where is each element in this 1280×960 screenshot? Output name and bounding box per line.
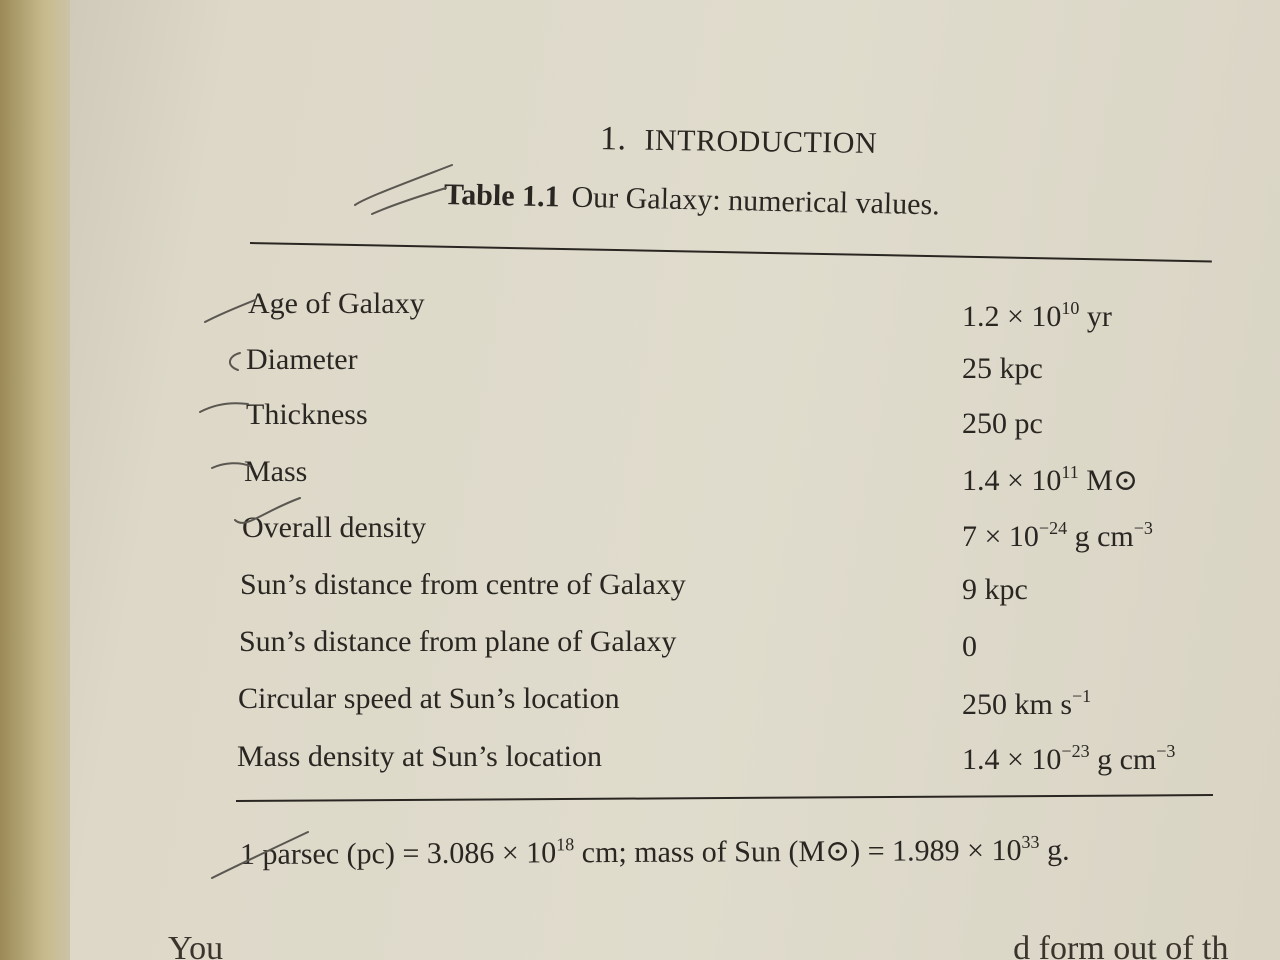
row-label: Sun’s distance from centre of Galaxy [240,568,686,601]
value-sup: −24 [1038,518,1068,538]
table-label: Table 1.1 [443,178,560,214]
row-label: Circular speed at Sun’s location [238,682,620,715]
row-value [962,407,1043,441]
row-label: Diameter [246,343,358,376]
value-sup: −23 [1061,741,1090,761]
value-post: yr [1079,300,1112,333]
footnote-part-3: g. [1039,833,1070,867]
chapter-title: INTRODUCTION [644,123,878,160]
value-sup: 11 [1061,462,1079,482]
row-label: Mass [244,455,308,488]
next-paragraph-partial [168,930,1280,960]
value-sup2: −3 [1133,518,1153,538]
next-line-start: You [168,930,224,960]
value-pre: 250 pc [962,407,1043,440]
value-sup: 10 [1061,298,1080,318]
row-label: Overall density [242,511,427,544]
value-sup: −1 [1072,686,1092,706]
row-value [962,518,1153,554]
row-value [962,741,1175,777]
footnote-part-1: 1 parsec (pc) = 3.086 × 10 [239,836,557,871]
row-label: Thickness [246,398,368,431]
value-pre: 0 [962,630,977,663]
footnote-exponent-1: 18 [556,834,575,855]
value-sup2: −3 [1156,741,1176,761]
value-pre: 250 km s [962,688,1073,721]
value-post: g cm [1089,743,1157,776]
footnote-exponent-2: 33 [1021,831,1040,852]
row-value [962,298,1112,334]
row-label: Sun’s distance from plane of Galaxy [239,625,677,658]
row-label: Mass density at Sun’s location [237,740,602,773]
value-post: M⊙ [1078,464,1139,497]
chapter-heading [600,120,878,162]
value-pre: 1.4 × 10 [962,743,1062,776]
value-pre: 7 × 10 [962,520,1039,553]
row-label: Age of Galaxy [248,287,425,320]
value-post: g cm [1067,520,1134,553]
value-pre: 1.4 × 10 [962,464,1062,497]
table-title: Our Galaxy: numerical values. [571,180,941,222]
value-pre: 9 kpc [962,573,1028,606]
row-value [962,573,1028,607]
value-pre: 1.2 × 10 [962,300,1062,333]
value-pre: 25 kpc [962,352,1043,385]
row-value [962,352,1043,386]
footnote-part-2: cm; mass of Sun (M⊙) = 1.989 × 10 [574,833,1022,870]
row-value [962,462,1138,498]
table-footnote [240,832,1070,872]
row-value [962,630,977,664]
chapter-number: 1. [599,120,627,158]
row-value [962,686,1091,722]
next-line-end: d form out of th [1013,930,1229,960]
